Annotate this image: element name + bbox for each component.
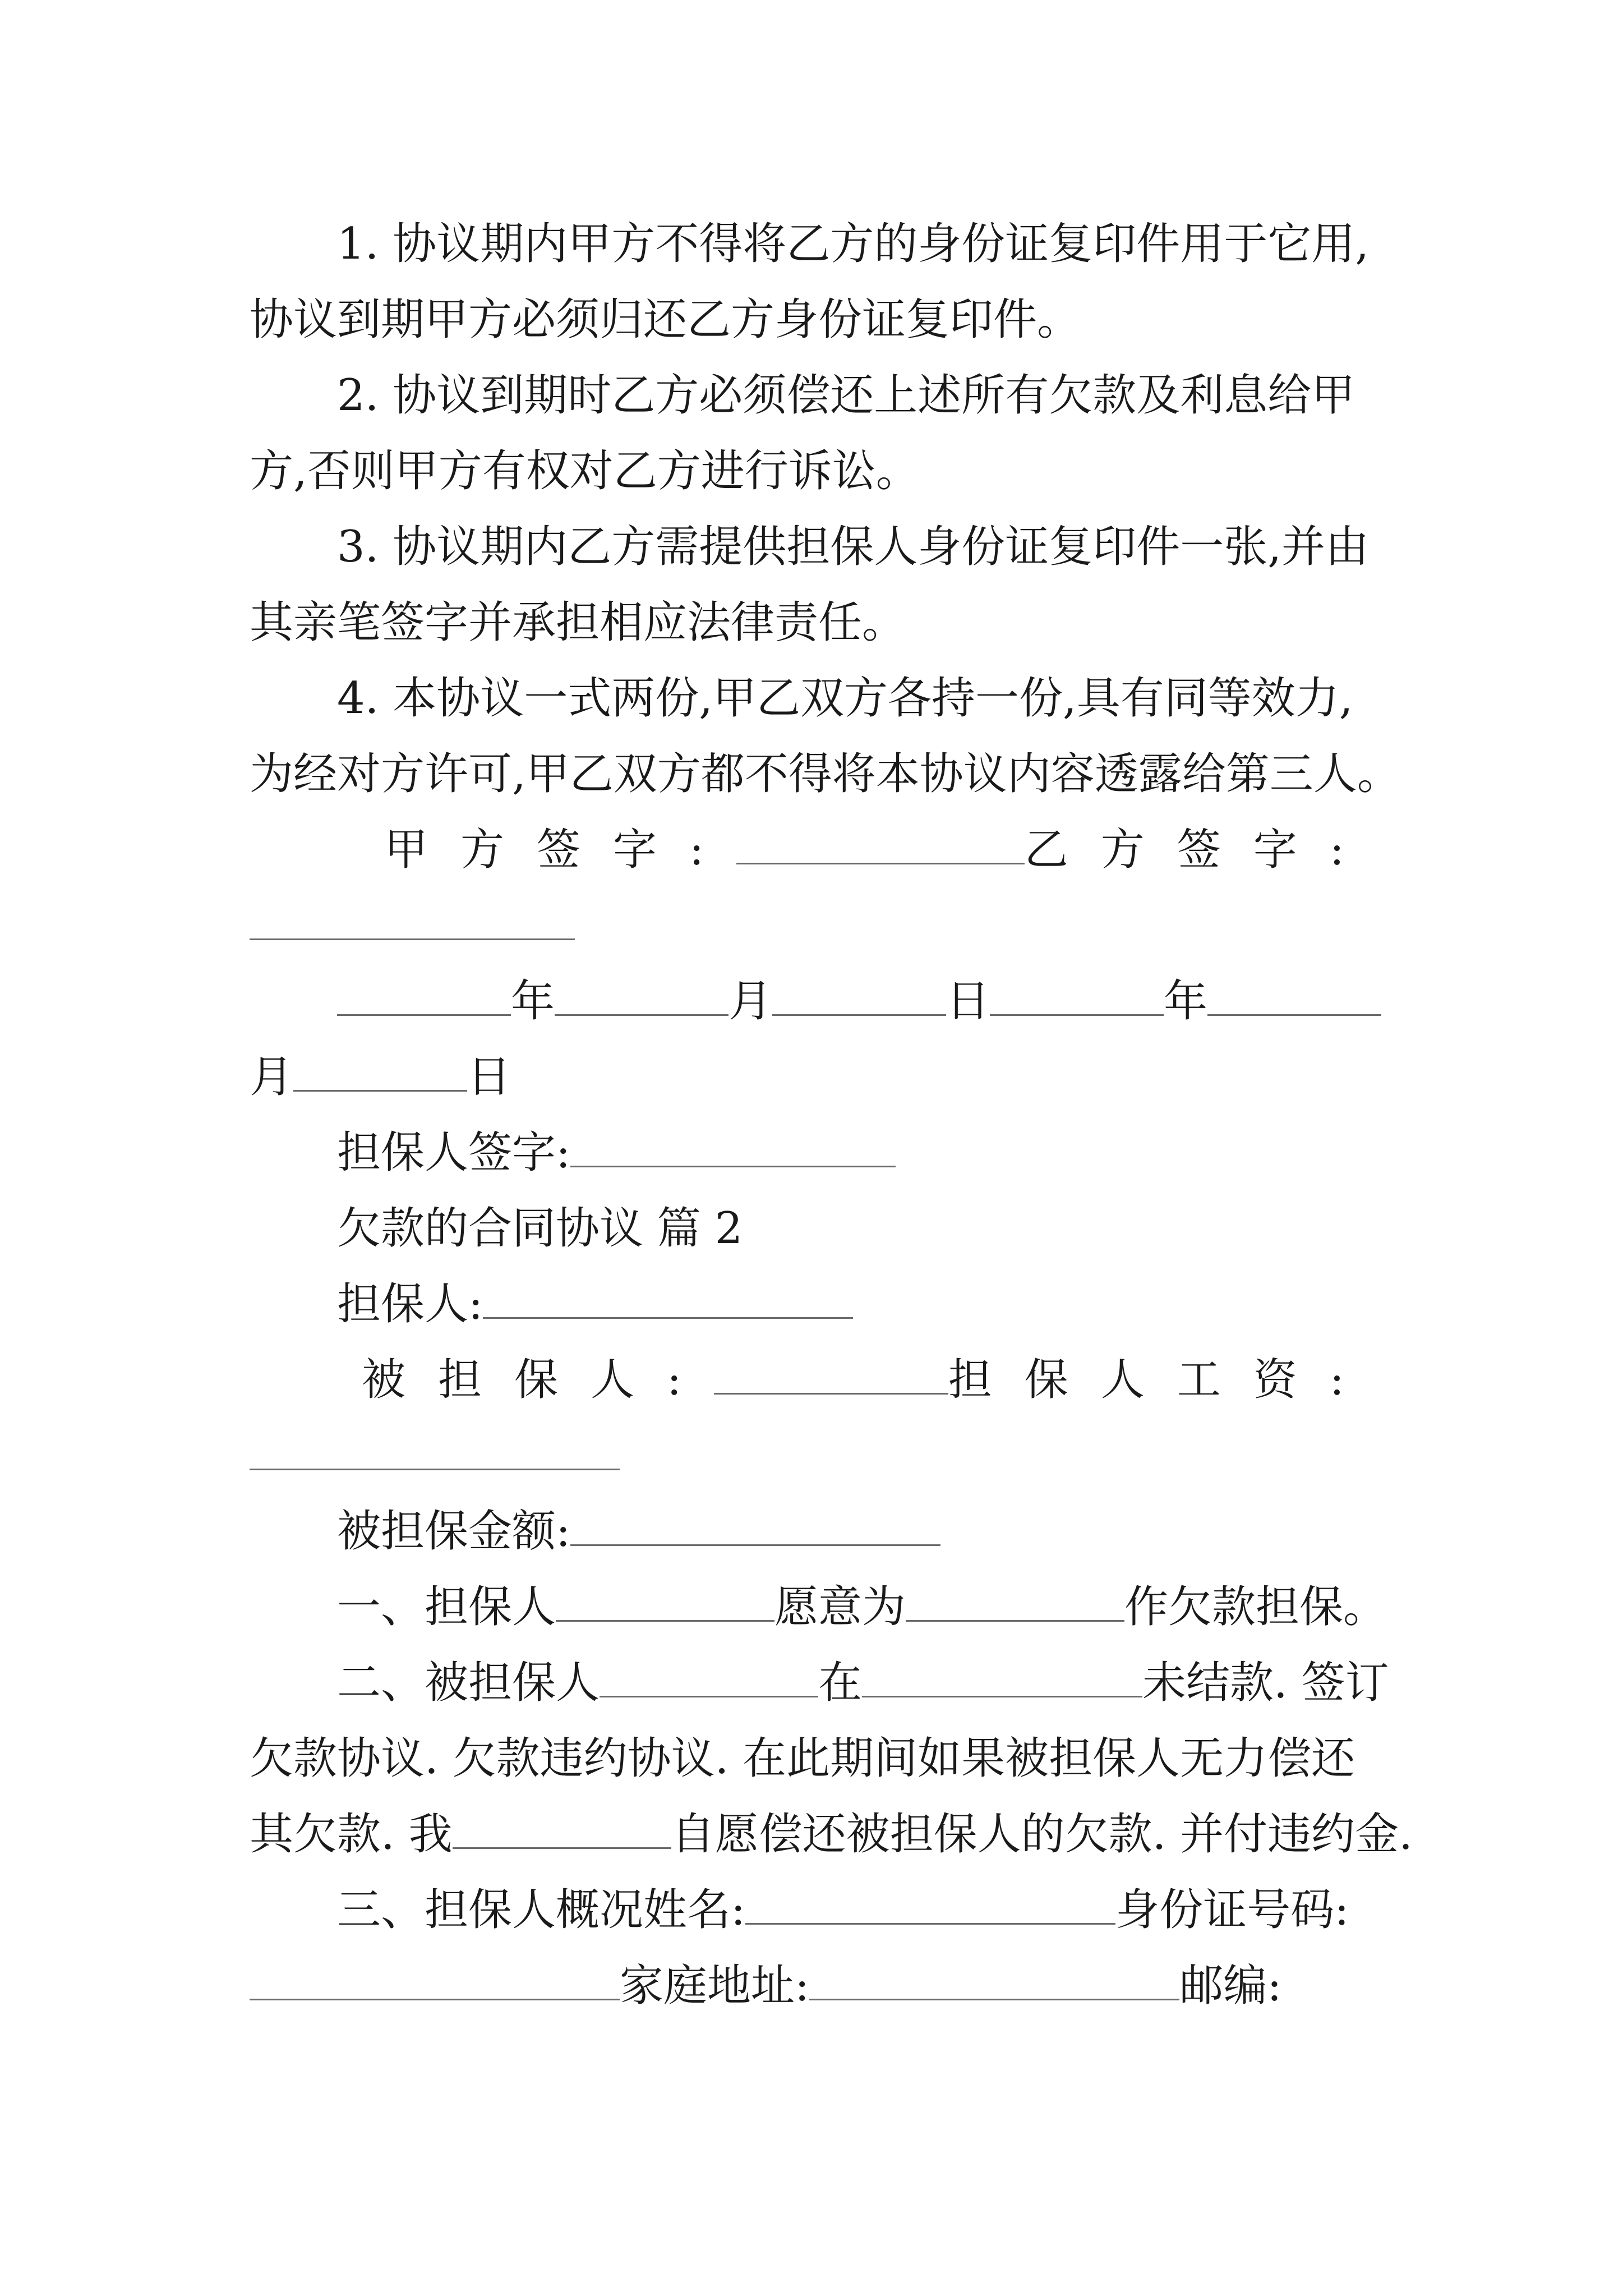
article-1-text-c: 作欠款担保。 xyxy=(1124,1582,1387,1632)
clause-3-line-2: 其亲笔签字并承担相应法律责任。 xyxy=(250,597,906,648)
article-1-debtor-field[interactable] xyxy=(906,1581,1124,1622)
guaranteed-person-row xyxy=(250,1352,1377,1408)
party-b-year-field[interactable] xyxy=(990,975,1164,1016)
party-a-day-field[interactable] xyxy=(772,975,946,1016)
guarantor-salary-row xyxy=(250,1428,1377,1484)
guarantor-salary-label: 担保人工资: xyxy=(948,1355,1377,1405)
article-2-line-3 xyxy=(250,1806,1413,1862)
guarantor-field[interactable] xyxy=(483,1278,853,1319)
clause-4-line-2: 为经对方许可,甲乙双方都不得将本协议内容透露给第三人。 xyxy=(250,749,1401,799)
year-label-a: 年 xyxy=(511,976,555,1027)
article-3-name-field[interactable] xyxy=(745,1884,1115,1925)
article-3-id-label: 身份证号码: xyxy=(1115,1885,1349,1935)
article-1-row xyxy=(250,1579,1387,1635)
guaranteed-amount-row xyxy=(250,1503,1377,1559)
party-a-year-field[interactable] xyxy=(337,975,511,1016)
clause-4-line-1: 4. 本协议一式两份,甲乙双方各持一份,具有同等效力, xyxy=(337,673,1353,724)
article-3-postcode-label: 邮编: xyxy=(1179,1961,1282,2011)
date-row xyxy=(250,973,1377,1029)
month-label-b: 月 xyxy=(250,1052,294,1102)
guarantor-row xyxy=(250,1276,1377,1332)
article-2-row xyxy=(250,1655,1389,1711)
party-a-signature-label: 甲方签字: xyxy=(384,825,737,875)
guarantor-label: 担保人: xyxy=(337,1279,483,1329)
party-a-signature-field[interactable] xyxy=(736,823,1024,864)
article-1-guarantor-field[interactable] xyxy=(556,1581,774,1622)
article-2-line-3-text-b: 自愿偿还被担保人的欠款. 并付违约金. xyxy=(671,1809,1413,1860)
year-label-b: 年 xyxy=(1164,976,1208,1027)
day-label-a: 日 xyxy=(946,976,990,1027)
month-label-a: 月 xyxy=(728,976,773,1027)
signature-row xyxy=(250,822,1377,878)
article-2-line-2: 欠款协议. 欠款违约协议. 在此期间如果被担保人无力偿还 xyxy=(250,1733,1355,1784)
date-row-2 xyxy=(250,1049,1377,1105)
article-3-address-label: 家庭地址: xyxy=(620,1961,810,2011)
section-title: 欠款的合同协议 篇 2 xyxy=(337,1203,743,1254)
article-2-text-a: 二、被担保人 xyxy=(337,1658,600,1708)
guarantor-signature-label: 担保人签字: xyxy=(337,1128,571,1178)
guaranteed-amount-field[interactable] xyxy=(570,1505,940,1546)
party-b-signature-label: 乙方签字: xyxy=(1024,825,1377,875)
article-2-place-field[interactable] xyxy=(862,1657,1142,1697)
article-1-text-a: 一、担保人 xyxy=(337,1582,556,1632)
party-b-day-field[interactable] xyxy=(293,1051,467,1092)
clause-3-line-1: 3. 协议期内乙方需提供担保人身份证复印件一张,并由 xyxy=(337,522,1370,572)
article-3-row xyxy=(250,1882,1377,1938)
day-label-b: 日 xyxy=(467,1052,511,1102)
article-2-text-c: 未结款. 签订 xyxy=(1142,1658,1389,1708)
article-2-line-3-text-a: 其欠款. 我 xyxy=(250,1809,453,1860)
guarantor-signature-row xyxy=(250,1125,1377,1181)
article-3-address-field[interactable] xyxy=(809,1959,1179,2000)
guaranteed-person-field[interactable] xyxy=(714,1354,948,1395)
article-2-name-field[interactable] xyxy=(453,1808,671,1849)
party-a-month-field[interactable] xyxy=(555,975,728,1016)
article-3-row-2 xyxy=(250,1958,1377,2014)
guarantor-signature-field[interactable] xyxy=(570,1126,896,1167)
article-3-id-field[interactable] xyxy=(250,1959,620,2000)
clause-2-line-1: 2. 协议到期时乙方必须偿还上述所有欠款及利息给甲 xyxy=(337,370,1355,421)
guaranteed-amount-label: 被担保金额: xyxy=(337,1506,571,1557)
party-b-signature-row xyxy=(250,898,1377,954)
party-b-month-field[interactable] xyxy=(1207,975,1381,1016)
article-1-text-b: 愿意为 xyxy=(774,1582,906,1632)
guarantor-salary-field[interactable] xyxy=(250,1429,620,1470)
party-b-signature-field[interactable] xyxy=(250,899,575,940)
article-2-text-b: 在 xyxy=(818,1658,863,1708)
clause-1-line-1: 1. 协议期内甲方不得将乙方的身份证复印件用于它用, xyxy=(337,219,1370,269)
clause-1-line-2: 协议到期甲方必须归还乙方身份证复印件。 xyxy=(250,295,1081,345)
clause-2-line-2: 方,否则甲方有权对乙方进行诉讼。 xyxy=(250,446,920,496)
guaranteed-person-label: 被担保人: xyxy=(362,1355,714,1405)
article-3-name-label: 三、担保人概况姓名: xyxy=(337,1885,746,1935)
article-2-guaranteed-field[interactable] xyxy=(600,1657,818,1697)
